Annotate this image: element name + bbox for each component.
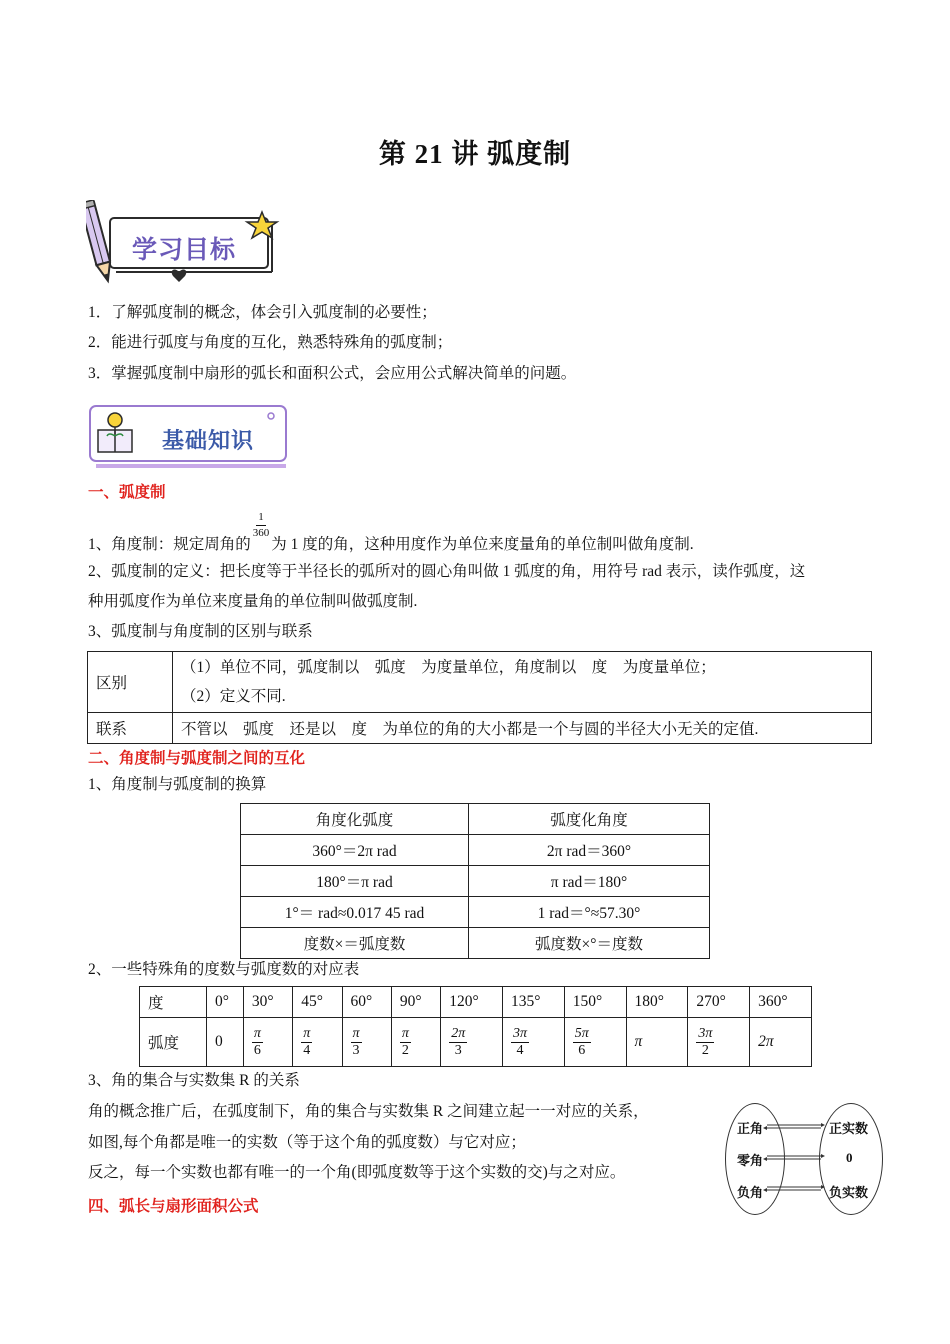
radian-cell — [293, 1018, 342, 1067]
learning-goals-banner — [86, 200, 281, 286]
radian-denominator: 2 — [401, 1042, 409, 1058]
table-row — [241, 928, 710, 959]
degree-row-label: 度 — [140, 987, 207, 1018]
relation-content — [173, 713, 872, 744]
special-angles-table — [139, 986, 812, 1067]
goal-2: 2．能进行弧度与角度的互化，熟悉特殊角的弧度制； — [88, 334, 453, 351]
radian-cell — [750, 1018, 812, 1067]
radian-row-label: 弧度 — [140, 1018, 207, 1067]
zero-real-label: 0 — [846, 1150, 853, 1165]
radian-cell — [688, 1018, 750, 1067]
radian-cell — [391, 1018, 440, 1067]
goal-1: 1．了解弧度制的概念，体会引入弧度制的必要性； — [88, 304, 437, 321]
table-cell: 360°＝2π rad — [241, 835, 469, 866]
radian-fraction — [252, 1026, 263, 1059]
sec1-para-2-line-2: 种用弧度作为单位来度量角的单位制叫做弧度制. — [88, 593, 418, 610]
positive-real-label: 正实数 — [829, 1121, 869, 1136]
radian-numerator: 3π — [512, 1025, 527, 1041]
radian-numerator: 3π — [698, 1025, 713, 1041]
fraction-denominator: 360 — [252, 527, 270, 539]
radian-cell — [626, 1018, 688, 1067]
difference-content — [173, 652, 872, 713]
basic-knowledge-banner-label: 基础知识 — [162, 429, 255, 454]
section-2-heading: 二、角度制与弧度制之间的互化 — [88, 750, 306, 767]
radian-cell — [207, 1018, 244, 1067]
degree-cell: 0° — [207, 987, 244, 1018]
radian-numerator: π — [253, 1025, 261, 1041]
degree-cell: 360° — [750, 987, 812, 1018]
negative-angle-label: 负角 — [737, 1185, 764, 1200]
column-header: 角度化弧度 — [241, 804, 469, 835]
one-over-360-fraction — [251, 510, 272, 541]
sec2-para-3-line-2: 如图,每个角都是唯一的实数（等于这个角的弧度数）与它对应； — [88, 1134, 526, 1151]
table-cell: π rad＝180° — [469, 866, 710, 897]
degree-row — [140, 987, 812, 1018]
radian-value: 0 — [215, 1033, 223, 1050]
degree-cell: 120° — [441, 987, 503, 1018]
degree-cell: 270° — [688, 987, 750, 1018]
degree-cell: 90° — [391, 987, 440, 1018]
radian-value: 2π — [758, 1033, 774, 1050]
radian-numerator: 5π — [574, 1025, 589, 1041]
radian-cell — [243, 1018, 292, 1067]
difference-line-2: （2）定义不同. — [181, 688, 286, 705]
section-1-heading: 一、弧度制 — [88, 484, 166, 501]
goal-3: 3．掌握弧度制中扇形的弧长和面积公式，会应用公式解决简单的问题。 — [88, 365, 577, 382]
radian-numerator: π — [303, 1025, 311, 1041]
radian-fraction — [400, 1026, 411, 1059]
radian-fraction — [573, 1026, 591, 1059]
sec1-para-1-after: 为 1 度的角，这种用度作为单位来度量角的单位制叫做角度制. — [271, 536, 694, 554]
degree-cell: 180° — [626, 987, 688, 1018]
table-cell: 1 rad＝°≈57.30° — [469, 897, 710, 928]
positive-angle-label: 正角 — [737, 1121, 764, 1136]
table-row — [88, 713, 872, 744]
radian-cell — [502, 1018, 564, 1067]
sec2-para-1: 1、角度制与弧度制的换算 — [88, 776, 267, 793]
radian-fraction — [696, 1026, 714, 1059]
degree-cell: 150° — [564, 987, 626, 1018]
radian-fraction — [511, 1026, 529, 1059]
degree-cell: 45° — [293, 987, 342, 1018]
zero-angle-label: 零角 — [737, 1153, 764, 1168]
degree-cell: 30° — [243, 987, 292, 1018]
radian-denominator: 3 — [454, 1042, 462, 1058]
degree-cell: 135° — [502, 987, 564, 1018]
radian-denominator: 6 — [253, 1042, 261, 1058]
sec1-para-1-before: 1、角度制：规定周角的 — [88, 536, 251, 554]
difference-relation-table — [87, 651, 872, 744]
row-label-relation — [88, 713, 173, 744]
radian-row — [140, 1018, 812, 1067]
radian-numerator: π — [401, 1025, 409, 1041]
column-header: 弧度化角度 — [469, 804, 710, 835]
sec1-para-1 — [88, 510, 694, 554]
angle-real-mapping-diagram — [725, 1103, 885, 1219]
page-title: 第 21 讲 弧度制 — [378, 139, 572, 169]
degree-cell: 60° — [342, 987, 391, 1018]
sec2-para-3-line-3: 反之，每一个实数也都有唯一的一个角(即弧度数等于这个实数的交)与之对应。 — [88, 1164, 626, 1181]
learning-goals-banner-label: 学习目标 — [132, 235, 237, 264]
table-cell: 180°＝π rad — [241, 866, 469, 897]
table-row — [241, 866, 710, 897]
row-label-relation-text: 联系 — [96, 721, 128, 738]
basic-knowledge-banner — [86, 402, 291, 472]
radian-value: π — [634, 1033, 643, 1050]
radian-cell — [564, 1018, 626, 1067]
sec1-para-2-line-1: 2、弧度制的定义：把长度等于半径长的弧所对的圆心角叫做 1 弧度的角，用符号 rad 表示，读作弧度，这 — [88, 563, 806, 580]
radian-denominator: 4 — [303, 1042, 311, 1058]
table-row — [241, 835, 710, 866]
negative-real-label: 负实数 — [829, 1185, 869, 1200]
radian-fraction — [449, 1026, 467, 1059]
sec2-para-3: 3、角的集合与实数集 R 的关系 — [88, 1072, 300, 1089]
radian-numerator: 2π — [451, 1025, 466, 1041]
difference-line-1: （1）单位不同，弧度制以 弧度 为度量单位，角度制以 度 为度量单位； — [181, 659, 716, 676]
table-cell: 2π rad＝360° — [469, 835, 710, 866]
sec2-para-3-line-1: 角的概念推广后，在弧度制下，角的集合与实数集 R 之间建立起一一对应的关系， — [88, 1103, 649, 1120]
table-row — [88, 652, 872, 713]
radian-denominator: 4 — [516, 1042, 524, 1058]
section-4-heading: 四、弧长与扇形面积公式 — [88, 1198, 259, 1215]
radian-fraction — [351, 1026, 362, 1059]
table-cell: 弧度数×°＝度数 — [469, 928, 710, 959]
radian-fraction — [301, 1026, 312, 1059]
row-label-difference — [88, 652, 173, 713]
table-cell: 1°＝ rad≈0.017 45 rad — [241, 897, 469, 928]
radian-denominator: 2 — [701, 1042, 709, 1058]
table-row — [241, 897, 710, 928]
radian-denominator: 3 — [352, 1042, 360, 1058]
radian-denominator: 6 — [578, 1042, 586, 1058]
radian-cell — [342, 1018, 391, 1067]
radian-cell — [441, 1018, 503, 1067]
row-label-difference-text: 区别 — [96, 675, 128, 692]
relation-text: 不管以 弧度 还是以 度 为单位的角的大小都是一个与圆的半径大小无关的定值. — [181, 721, 759, 738]
sec1-para-3: 3、弧度制与角度制的区别与联系 — [88, 623, 313, 640]
conversion-table — [240, 803, 710, 959]
radian-numerator: π — [352, 1025, 360, 1041]
table-header-row — [241, 804, 710, 835]
table-cell: 度数×＝弧度数 — [241, 928, 469, 959]
fraction-numerator: 1 — [256, 510, 266, 526]
sec2-para-2: 2、一些特殊角的度数与弧度数的对应表 — [88, 961, 360, 978]
